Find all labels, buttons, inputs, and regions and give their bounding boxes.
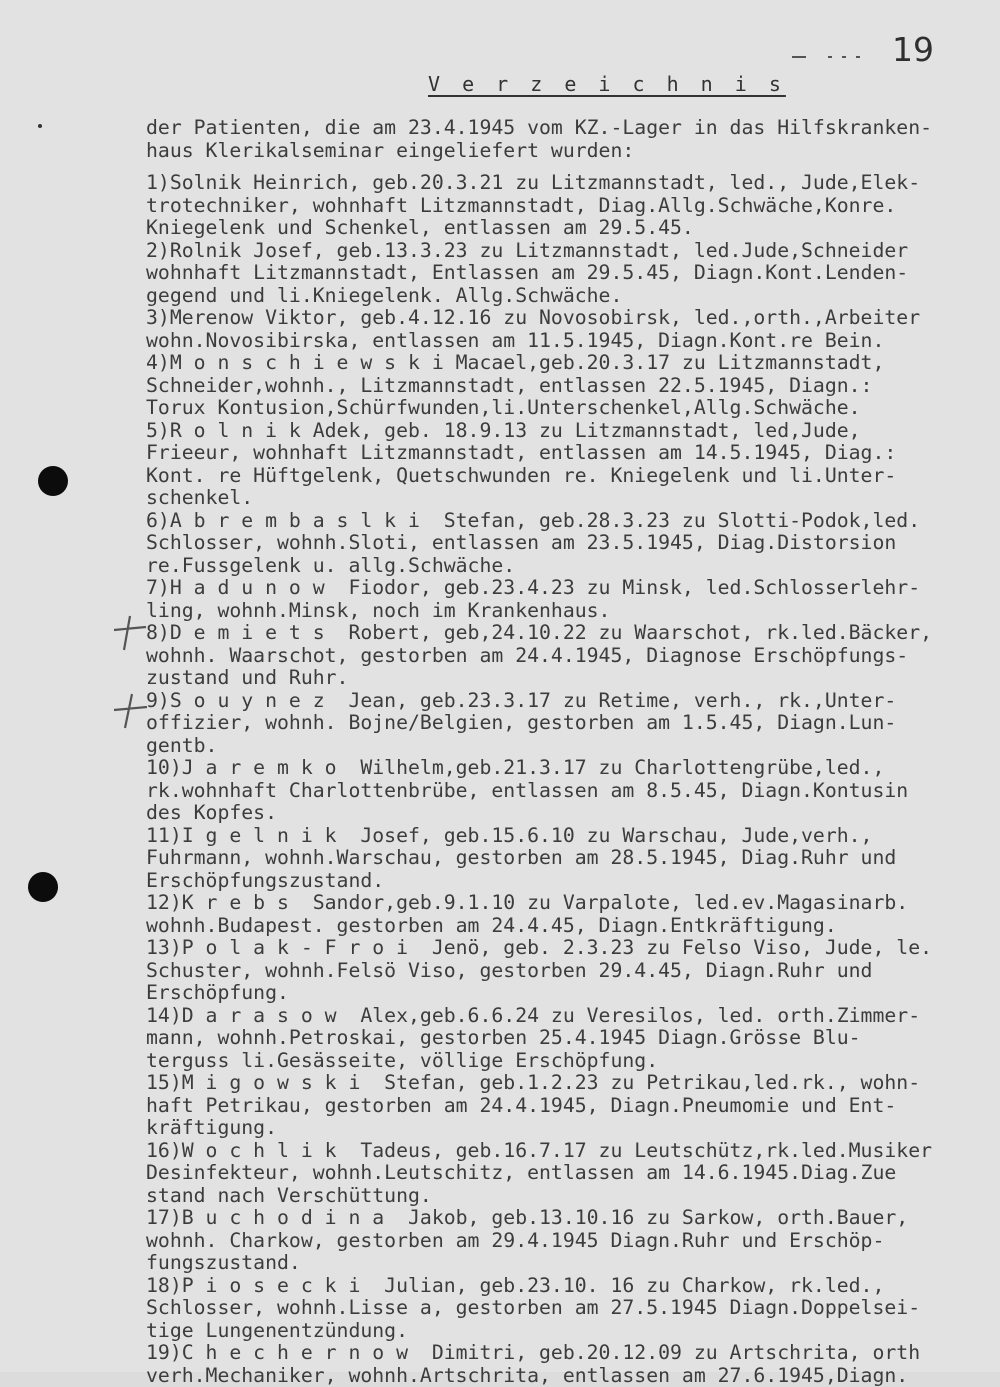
text-line: Schlosser, wohnh.Sloti, entlassen am 23.5.1945, Diag.Distorsion bbox=[146, 532, 996, 555]
text-line: schenkel. bbox=[146, 487, 996, 510]
text-line: fungszustand. bbox=[146, 1252, 996, 1275]
header-mark bbox=[842, 56, 846, 58]
text-line: terguss li.Gesässeite, völlige Erschöpfung. bbox=[146, 1050, 996, 1073]
text-line: wohnhaft Litzmannstadt, Entlassen am 29.5.45, Diagn.Kont.Lenden- bbox=[146, 262, 996, 285]
text-line: kräftigung. bbox=[146, 1117, 996, 1140]
text-line: 19)C h e c h e r n o w Dimitri, geb.20.12.09 zu Artschrita, orth bbox=[146, 1342, 996, 1365]
text-line: 14)D a r a s o w Alex,geb.6.6.24 zu Veresilos, led. orth.Zimmer- bbox=[146, 1005, 996, 1028]
text-line: rk.wohnhaft Charlottenbrübe, entlassen am 8.5.45, Diagn.Kontusin bbox=[146, 780, 996, 803]
text-line: 9)S o u y n e z Jean, geb.23.3.17 zu Retime, verh., rk.,Unter- bbox=[146, 690, 996, 713]
text-line: haft Petrikau, gestorben am 24.4.1945, Diagn.Pneumomie und Ent- bbox=[146, 1095, 996, 1118]
text-line: wohnh. Charkow, gestorben am 29.4.1945 Diagn.Ruhr und Erschöp- bbox=[146, 1230, 996, 1253]
header-mark bbox=[828, 56, 832, 58]
text-line: wohn.Novosibirska, entlassen am 11.5.1945, Diagn.Kont.re Bein. bbox=[146, 330, 996, 353]
text-line: 12)K r e b s Sandor,geb.9.1.10 zu Varpalote, led.ev.Magasinarb. bbox=[146, 892, 996, 915]
text-line: trotechniker, wohnhaft Litzmannstadt, Diag.Allg.Schwäche,Konre. bbox=[146, 195, 996, 218]
handwritten-cross-mark bbox=[110, 612, 150, 652]
text-line: der Patienten, die am 23.4.1945 vom KZ.-Lager in das Hilfskranken- bbox=[146, 117, 996, 140]
text-line: Schlosser, wohnh.Lisse a, gestorben am 27.5.1945 Diagn.Doppelsei- bbox=[146, 1297, 996, 1320]
text-line: 18)P i o s e c k i Julian, geb.23.10. 16 zu Charkow, rk.led., bbox=[146, 1275, 996, 1298]
text-line: ling, wohnh.Minsk, noch im Krankenhaus. bbox=[146, 600, 996, 623]
text-line: Kont. re Hüftgelenk, Quetschwunden re. Kniegelenk und li.Unter- bbox=[146, 465, 996, 488]
text-line: wohnh. Waarschot, gestorben am 24.4.1945, Diagnose Erschöpfungs- bbox=[146, 645, 996, 668]
paper-speck bbox=[38, 124, 42, 128]
text-line: tige Lungenentzündung. bbox=[146, 1320, 996, 1343]
text-line: offizier, wohnh. Bojne/Belgien, gestorben am 1.5.45, Diagn.Lun- bbox=[146, 712, 996, 735]
text-line: Erschöpfungszustand. bbox=[146, 870, 996, 893]
handwritten-cross-mark bbox=[110, 690, 150, 730]
text-line: 6)A b r e m b a s l k i Stefan, geb.28.3.23 zu Slotti-Podok,led. bbox=[146, 510, 996, 533]
text-line: des Kopfes. bbox=[146, 802, 996, 825]
text-line: gentb. bbox=[146, 735, 996, 758]
text-line: haus Klerikalseminar eingeliefert wurden: bbox=[146, 140, 996, 163]
text-line: 1)Solnik Heinrich, geb.20.3.21 zu Litzmannstadt, led., Jude,Elek- bbox=[146, 172, 996, 195]
text-line: 8)D e m i e t s Robert, geb,24.10.22 zu Waarschot, rk.led.Bäcker, bbox=[146, 622, 996, 645]
text-line: re.Fussgelenk u. allg.Schwäche. bbox=[146, 555, 996, 578]
text-line: 3)Merenow Viktor, geb.4.12.16 zu Novosobirsk, led.,orth.,Arbeiter bbox=[146, 307, 996, 330]
header-mark bbox=[856, 56, 860, 58]
text-line: 10)J a r e m k o Wilhelm,geb.21.3.17 zu Charlottengrübe,led., bbox=[146, 757, 996, 780]
punch-hole bbox=[28, 872, 58, 902]
text-line: 11)I g e l n i k Josef, geb.15.6.10 zu Warschau, Jude,verh., bbox=[146, 825, 996, 848]
text-line: Schneider,wohnh., Litzmannstadt, entlassen 22.5.1945, Diagn.: bbox=[146, 375, 996, 398]
text-line: 15)M i g o w s k i Stefan, geb.1.2.23 zu Petrikau,led.rk., wohn- bbox=[146, 1072, 996, 1095]
text-line: mann, wohnh.Petroskai, gestorben 25.4.1945 Diagn.Grösse Blu- bbox=[146, 1027, 996, 1050]
text-line: Kniegelenk und Schenkel, entlassen am 29.5.45. bbox=[146, 217, 996, 240]
text-line: Erschöpfung. bbox=[146, 982, 996, 1005]
header-mark bbox=[792, 56, 806, 58]
text-line: verh.Mechaniker, wohnh.Artschrita, entlassen am 27.6.1945,Diagn. bbox=[146, 1365, 996, 1387]
text-line: 13)P o l a k - F r o i Jenö, geb. 2.3.23 zu Felso Viso, Jude, le. bbox=[146, 937, 996, 960]
text-line: 2)Rolnik Josef, geb.13.3.23 zu Litzmannstadt, led.Jude,Schneider bbox=[146, 240, 996, 263]
text-line: stand nach Verschüttung. bbox=[146, 1185, 996, 1208]
text-line: Desinfekteur, wohnh.Leutschitz, entlassen am 14.6.1945.Diag.Zue bbox=[146, 1162, 996, 1185]
text-line: 17)B u c h o d i n a Jakob, geb.13.10.16 zu Sarkow, orth.Bauer, bbox=[146, 1207, 996, 1230]
text-line: 4)M o n s c h i e w s k i Macael,geb.20.3.17 zu Litzmannstadt, bbox=[146, 352, 996, 375]
text-line: zustand und Ruhr. bbox=[146, 667, 996, 690]
page-number: 19 bbox=[892, 30, 934, 69]
text-line: wohnh.Budapest. gestorben am 24.4.45, Diagn.Entkräftigung. bbox=[146, 915, 996, 938]
text-line: Fuhrmann, wohnh.Warschau, gestorben am 28.5.1945, Diag.Ruhr und bbox=[146, 847, 996, 870]
text-line: 5)R o l n i k Adek, geb. 18.9.13 zu Litzmannstadt, led,Jude, bbox=[146, 420, 996, 443]
text-line: 7)H a d u n o w Fiodor, geb.23.4.23 zu Minsk, led.Schlosserlehr- bbox=[146, 577, 996, 600]
text-line: Frieeur, wohnhaft Litzmannstadt, entlassen am 14.5.1945, Diag.: bbox=[146, 442, 996, 465]
punch-hole bbox=[38, 466, 68, 496]
document-title: V e r z e i c h n i s bbox=[428, 72, 786, 96]
patient-list-text bbox=[146, 117, 996, 1387]
text-line: Schuster, wohnh.Felsö Viso, gestorben 29.4.45, Diagn.Ruhr und bbox=[146, 960, 996, 983]
text-line: 16)W o c h l i k Tadeus, geb.16.7.17 zu Leutschütz,rk.led.Musiker bbox=[146, 1140, 996, 1163]
text-line: Torux Kontusion,Schürfwunden,li.Unterschenkel,Allg.Schwäche. bbox=[146, 397, 996, 420]
text-line: gegend und li.Kniegelenk. Allg.Schwäche. bbox=[146, 285, 996, 308]
